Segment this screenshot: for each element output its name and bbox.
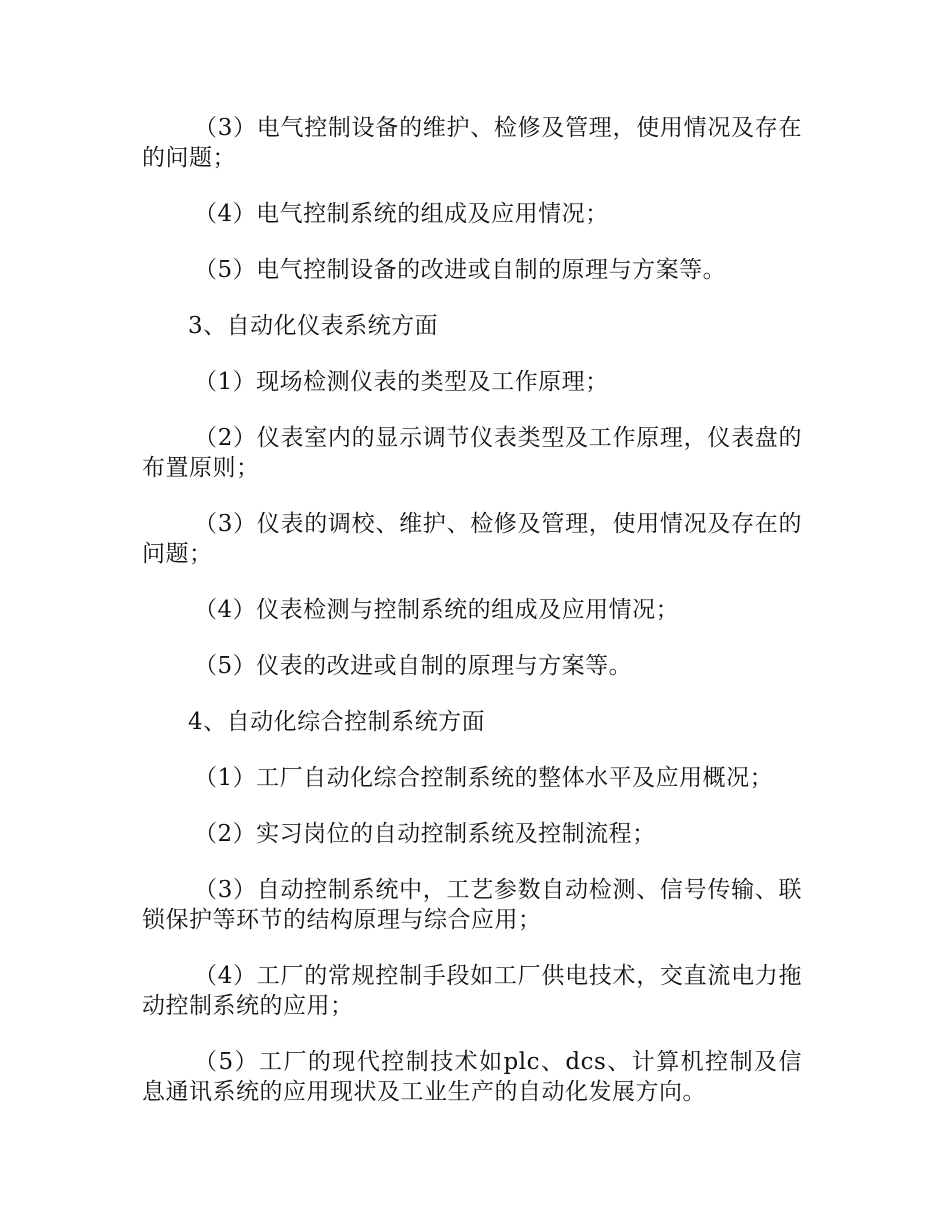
paragraph: （4）工厂的常规控制手段如工厂供电技术，交直流电力拖动控制系统的应用； xyxy=(142,963,802,1019)
paragraph: （3）仪表的调校、维护、检修及管理，使用情况及存在的问题； xyxy=(142,511,802,567)
paragraph: （5）工厂的现代控制技术如plc、dcs、计算机控制及信息通讯系统的应用现状及工业生产的自动化发展方向。 xyxy=(142,1049,802,1105)
document-body xyxy=(142,113,802,1133)
paragraph: （4）仪表检测与控制系统的组成及应用情况； xyxy=(194,597,680,623)
paragraph: （2）实习岗位的自动控制系统及控制流程； xyxy=(194,821,656,847)
paragraph: （1）工厂自动化综合控制系统的整体水平及应用概况； xyxy=(194,765,774,791)
section-heading: 3、自动化仪表系统方面 xyxy=(188,313,439,339)
paragraph: （2）仪表室内的显示调节仪表类型及工作原理，仪表盘的布置原则； xyxy=(142,425,802,481)
section-heading: 4、自动化综合控制系统方面 xyxy=(188,709,486,735)
paragraph: （3）电气控制设备的维护、检修及管理，使用情况及存在的问题； xyxy=(142,115,802,171)
paragraph: （5）电气控制设备的改进或自制的原理与方案等。 xyxy=(194,257,727,283)
paragraph: （4）电气控制系统的组成及应用情况； xyxy=(194,201,609,227)
paragraph: （1）现场检测仪表的类型及工作原理； xyxy=(194,369,609,395)
paragraph: （5）仪表的改进或自制的原理与方案等。 xyxy=(194,653,633,679)
paragraph: （3）自动控制系统中，工艺参数自动检测、信号传输、联锁保护等环节的结构原理与综合应用； xyxy=(142,877,802,933)
